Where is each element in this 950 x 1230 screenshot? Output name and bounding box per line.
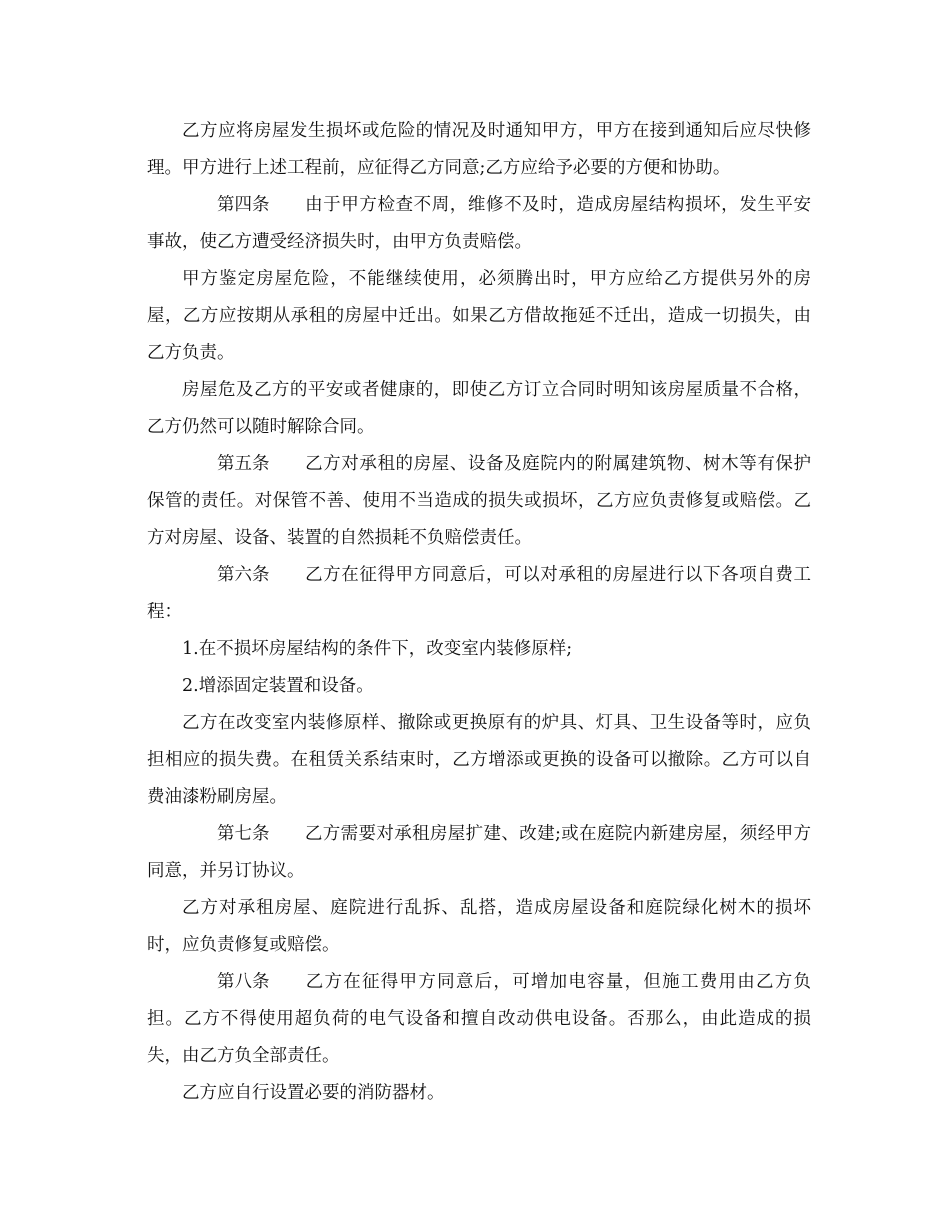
article-4 — [147, 187, 811, 261]
paragraph-text: 房屋危及乙方的平安或者健康的，即使乙方订立合同时明知该房屋质量不合格，乙方仍然可以随时解除合同。 — [147, 380, 811, 437]
article-6 — [147, 557, 811, 631]
list-item-text: 1.在不损坏房屋结构的条件下，改变室内装修原样; — [182, 639, 573, 659]
article-5 — [147, 446, 811, 557]
paragraph-text: 乙方在征得甲方同意后，可以对承租的房屋进行以下各项自费工程： — [147, 565, 811, 622]
paragraph-text: 乙方对承租的房屋、设备及庭院内的附属建筑物、树木等有保护保管的责任。对保管不善、使用不当造成的损失或损坏，乙方应负责修复或赔偿。乙方对房屋、设备、装置的自然损耗不负赔偿责任。 — [147, 454, 811, 548]
paragraph-3 — [147, 261, 811, 372]
paragraph-11 — [147, 890, 811, 964]
paragraph-13 — [147, 1075, 811, 1112]
article-number: 第四条 — [217, 195, 270, 215]
paragraph-text: 乙方在改变室内装修原样、撤除或更换原有的炉具、灯具、卫生设备等时，应负担相应的损失费。在租赁关系结束时，乙方增添或更换的设备可以撤除。乙方可以自费油漆粉刷房屋。 — [147, 713, 811, 807]
paragraph-9 — [147, 705, 811, 816]
list-item-1 — [147, 631, 811, 668]
article-number: 第五条 — [217, 454, 270, 474]
list-item-2 — [147, 668, 811, 705]
article-8 — [147, 964, 811, 1075]
paragraph-text: 乙方在征得甲方同意后，可增加电容量，但施工费用由乙方负担。乙方不得使用超负荷的电气设备和擅自改动供电设备。否那么，由此造成的损失，由乙方负全部责任。 — [147, 972, 811, 1066]
paragraph-4 — [147, 372, 811, 446]
paragraph-1 — [147, 113, 811, 187]
paragraph-text: 乙方需要对承租房屋扩建、改建;或在庭院内新建房屋，须经甲方同意，并另订协议。 — [147, 824, 811, 881]
paragraph-text: 乙方应将房屋发生损坏或危险的情况及时通知甲方，甲方在接到通知后应尽快修理。甲方进行上述工程前，应征得乙方同意;乙方应给予必要的方便和协助。 — [147, 121, 811, 178]
document-page — [147, 113, 811, 1112]
paragraph-text: 乙方应自行设置必要的消防器材。 — [182, 1083, 445, 1103]
article-number: 第七条 — [217, 824, 270, 844]
paragraph-text: 甲方鉴定房屋危险，不能继续使用，必须腾出时，甲方应给乙方提供另外的房屋，乙方应按期从承租的房屋中迁出。如果乙方借故拖延不迁出，造成一切损失，由乙方负责。 — [147, 269, 811, 363]
article-number: 第八条 — [217, 972, 270, 992]
article-7 — [147, 816, 811, 890]
list-item-text: 2.增添固定装置和设备。 — [182, 676, 374, 696]
paragraph-text: 由于甲方检查不周，维修不及时，造成房屋结构损坏，发生平安事故，使乙方遭受经济损失时，由甲方负责赔偿。 — [147, 195, 811, 252]
article-number: 第六条 — [217, 565, 270, 585]
paragraph-text: 乙方对承租房屋、庭院进行乱拆、乱搭，造成房屋设备和庭院绿化树木的损坏时，应负责修复或赔偿。 — [147, 898, 811, 955]
